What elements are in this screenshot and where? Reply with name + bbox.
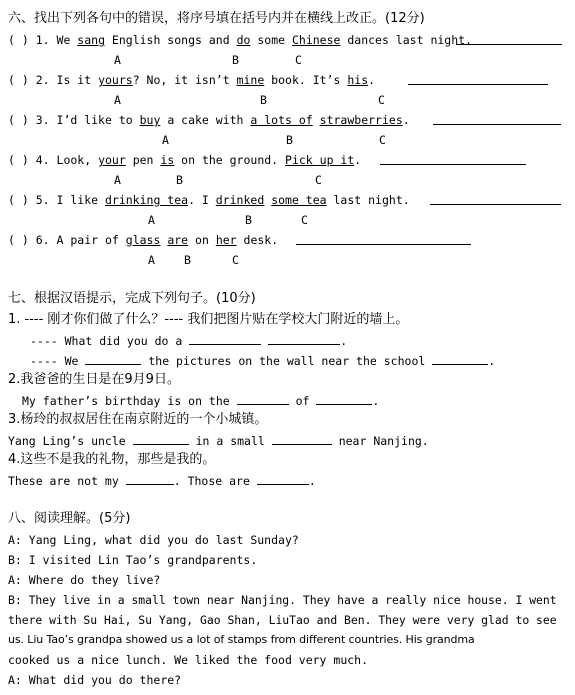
answer-paren[interactable]: ( ) — [8, 73, 29, 87]
label-b: B — [286, 133, 293, 147]
answer-blank[interactable] — [268, 333, 340, 345]
answer-blank[interactable] — [189, 333, 261, 345]
answer-blank[interactable] — [85, 353, 141, 365]
answer-paren[interactable]: ( ) — [8, 193, 29, 207]
label-c: C — [232, 253, 239, 267]
answer-blank[interactable] — [133, 433, 189, 445]
option-a: buy — [139, 113, 161, 127]
question-7-4-chinese: 4.这些不是我的礼物，那些是我的。 — [8, 452, 216, 467]
label-a: A — [114, 53, 121, 67]
question-7-3-english: Yang Ling’s uncle in a small near Nanjing. — [8, 434, 429, 448]
correction-blank[interactable] — [408, 73, 548, 85]
correction-blank[interactable] — [430, 193, 561, 205]
question-3: ( ) 3. I’d like to buy a cake with a lots of strawberries. — [8, 113, 410, 127]
question-2: ( ) 2. Is it yours? No, it isn’t mine book. It’s his. — [8, 73, 376, 87]
answer-blank[interactable] — [126, 473, 174, 485]
dialogue-line: A: What did you do there? — [8, 673, 182, 687]
correction-blank[interactable] — [456, 33, 562, 45]
option-a: sang — [77, 33, 105, 47]
dialogue-line: us. Liu Tao’s grandpa showed us a lot of stamps from different countries. His grandma — [8, 633, 475, 646]
answer-blank[interactable] — [257, 473, 309, 485]
section-6-title: 六、找出下列各句中的错误，将序号填在括号内并在横线上改正。(12分) — [8, 11, 425, 26]
label-b: B — [232, 53, 239, 67]
label-b: B — [176, 173, 183, 187]
option-b: is — [160, 153, 175, 167]
label-c: C — [379, 133, 386, 147]
question-6: ( ) 6. A pair of glass are on her desk. — [8, 233, 279, 247]
label-a: A — [148, 253, 155, 267]
option-c: his — [347, 73, 369, 87]
question-7-1-line1: ---- What did you do a . — [30, 334, 348, 348]
label-b: B — [260, 93, 267, 107]
option-b: mine — [236, 73, 265, 87]
answer-blank[interactable] — [237, 393, 289, 405]
section-7-title: 七、根据汉语提示，完成下列句子。(10分) — [8, 291, 256, 306]
option-a: drinking tea — [104, 193, 189, 207]
answer-blank[interactable] — [272, 433, 332, 445]
label-c: C — [295, 53, 302, 67]
option-c: her — [215, 233, 237, 247]
option-b: a lots of — [250, 113, 313, 127]
question-7-4-english: These are not my . Those are . — [8, 474, 316, 488]
correction-blank[interactable] — [433, 113, 561, 125]
option-c: some tea — [271, 193, 327, 207]
correction-blank[interactable] — [380, 153, 526, 165]
label-c: C — [301, 213, 308, 227]
option-c: Pick up it — [285, 153, 355, 167]
option-a: glass — [125, 233, 161, 247]
question-4: ( ) 4. Look, your pen is on the ground. Pick up it. — [8, 153, 362, 167]
question-5: ( ) 5. I like drinking tea. I drinked some tea last night. — [8, 193, 410, 207]
label-b: B — [184, 253, 191, 267]
option-c: strawberries — [319, 113, 403, 127]
answer-paren[interactable]: ( ) — [8, 153, 29, 167]
label-c: C — [378, 93, 385, 107]
answer-paren[interactable]: ( ) — [8, 33, 29, 47]
label-a: A — [148, 213, 155, 227]
question-7-1-chinese: 1. ---- 刚才你们做了什么？---- 我们把图片贴在学校大门附近的墙上。 — [8, 312, 409, 327]
dialogue-line: A: Yang Ling, what did you do last Sunday? — [8, 533, 299, 547]
question-7-1-line2: ---- We the pictures on the wall near the school . — [30, 354, 496, 368]
option-c: Chinese — [291, 33, 341, 47]
question-7-3-chinese: 3.杨玲的叔叔居住在南京附近的一个小城镇。 — [8, 412, 268, 427]
dialogue-line: A: Where do they live? — [8, 573, 161, 587]
label-a: A — [114, 93, 121, 107]
answer-paren[interactable]: ( ) — [8, 113, 29, 127]
option-b: do — [236, 33, 251, 47]
dialogue-line: B: They live in a small town near Nanjing. They have a really nice house. I went — [8, 593, 557, 607]
section-8-title: 八、阅读理解。(5分) — [8, 511, 131, 526]
question-7-2-chinese: 2.我爸爸的生日是在9月9日。 — [8, 372, 180, 387]
question-1: ( ) 1. We sang English songs and do some Chinese dances last night. — [8, 33, 472, 47]
option-b: are — [167, 233, 189, 247]
dialogue-line: cooked us a nice lunch. We liked the food very much. — [8, 653, 369, 667]
dialogue-line: there with Su Hai, Su Yang, Gao Shan, LiuTao and Ben. They were very glad to see — [8, 613, 557, 627]
label-c: C — [315, 173, 322, 187]
label-a: A — [114, 173, 121, 187]
answer-blank[interactable] — [316, 393, 372, 405]
label-a: A — [162, 133, 169, 147]
question-7-2-english: My father’s birthday is on the of . — [22, 394, 380, 408]
label-b: B — [245, 213, 252, 227]
answer-blank[interactable] — [432, 353, 488, 365]
answer-paren[interactable]: ( ) — [8, 233, 29, 247]
dialogue-line: B: I visited Lin Tao’s grandparents. — [8, 553, 258, 567]
option-b: drinked — [215, 193, 265, 207]
correction-blank[interactable] — [296, 233, 471, 245]
option-a: your — [98, 153, 126, 167]
option-a: yours — [98, 73, 133, 87]
